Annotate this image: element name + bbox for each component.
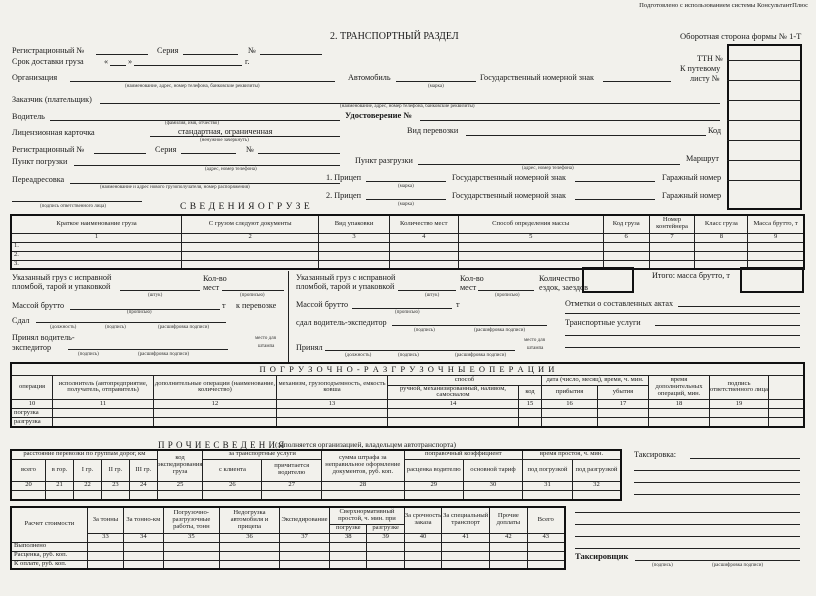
accepted1-label: Принял водитель- <box>12 333 75 342</box>
taxer-label: Таксировщик <box>575 551 629 561</box>
handover-left-title1: Указанный груз с исправной <box>12 273 112 282</box>
route-label: Маршрут <box>686 154 719 163</box>
loading-col-extra-time: время дополнительных операций, мин. <box>649 375 710 400</box>
places-label: мест <box>203 283 220 292</box>
cargo-section-title: С В Е Д Е Н И Я О Г Р У З Е <box>180 202 311 212</box>
cargo-num: 3 <box>319 233 390 242</box>
reg-no2-label: Регистрационный № <box>12 145 85 154</box>
accepted2-label: экспедитор <box>12 343 52 352</box>
calc-num: 40 <box>404 533 441 542</box>
cargo-col-code: Код груза <box>603 215 649 233</box>
handover-mid-title2: пломбой, тарой и упаковкой <box>296 282 395 291</box>
calc-num: 35 <box>163 533 220 542</box>
loading-row-label: разгрузка <box>11 418 53 427</box>
other-num: 29 <box>404 481 463 490</box>
calc-num: 38 <box>330 533 367 542</box>
calc-num: 36 <box>220 533 280 542</box>
calc-col-loading: Погрузочно-разгрузочные работы, тонн <box>163 507 220 533</box>
customer-label: Заказчик (плательщик) <box>12 95 92 104</box>
other-num: 30 <box>463 481 522 490</box>
loading-title: П О Г Р У З О Ч Н О - Р А З Г Р У З О Ч Н Ы Е О П Е Р А Ц И И <box>11 363 804 375</box>
calc-table <box>10 506 566 570</box>
unload-point-label: Пункт разгрузки <box>355 156 413 165</box>
cargo-col-gross: Масса брутто, т <box>748 215 804 233</box>
trailer2-brand-hint: (марка) <box>398 202 414 207</box>
calc-num: 41 <box>442 533 490 542</box>
cargo-row-label: 3. <box>11 260 182 269</box>
trailer1-brand-hint: (марка) <box>398 184 414 189</box>
trailer1-label: 1. Прицеп <box>326 173 361 182</box>
handed2-label: сдал водитель-экспедитор <box>296 318 387 327</box>
cargo-num: 5 <box>458 233 603 242</box>
other-col-g1: I гр. <box>74 459 102 481</box>
load-point-label: Пункт погрузки <box>12 157 68 166</box>
handover-divider <box>288 271 289 362</box>
customer-hint: (наименование, адрес, номер телефона, банковские реквизиты) <box>340 104 475 109</box>
qty-label: Кол-во <box>203 274 227 283</box>
other-col-city: в гор. <box>45 459 73 481</box>
qty3-label: Количество <box>539 274 580 283</box>
loading-num: 16 <box>542 400 598 409</box>
cargo-col-places: Количество мест <box>389 215 458 233</box>
mid-pieces-hint: (штук) <box>425 293 440 298</box>
year-label: г. <box>245 57 250 66</box>
form-side-label: Оборотная сторона формы № 1-Т <box>680 31 802 41</box>
mass2-label: Массой брутто <box>296 300 349 309</box>
sign-hint: (подпись) <box>105 325 126 330</box>
cargo-row-label: 1. <box>11 242 182 251</box>
calc-num: 37 <box>279 533 329 542</box>
other-col-client: с клиента <box>203 459 262 481</box>
cargo-num: 6 <box>603 233 649 242</box>
calc-col-tons: За тонны <box>87 507 123 533</box>
cargo-num: 2 <box>182 233 319 242</box>
org-label: Организация <box>12 73 58 82</box>
other-num: 25 <box>157 481 203 490</box>
brand-hint: (марка) <box>428 84 444 89</box>
calc-row-label: Выполнено <box>11 542 87 551</box>
loading-col-arrival: прибытия <box>542 385 598 400</box>
calc-num: 34 <box>124 533 163 542</box>
other-col-distance: расстояние перевозки по группам дорог, км <box>11 450 157 459</box>
cargo-num: 4 <box>389 233 458 242</box>
other-col-driver-due: причитается водителю <box>262 459 322 481</box>
cargo-row-label: 2. <box>11 251 182 260</box>
certificate-label: Удостоверение № <box>345 110 412 120</box>
stamp1-hint2: место для <box>524 338 545 343</box>
to-waybill-label: К путевому <box>680 64 721 73</box>
calc-title: Расчет стоимости <box>11 507 87 542</box>
loading-col-mechanism: механизм, грузоподъемность, емкость ковша <box>277 375 388 400</box>
mid-words-hint: (прописью) <box>495 293 520 298</box>
other-col-total: всего <box>11 459 45 481</box>
loading-col-signature: подпись ответственного лица <box>710 375 769 400</box>
other-num: 21 <box>45 481 73 490</box>
trailer2-gos-label: Государственный номерной знак <box>452 191 567 200</box>
stamp1-hint: место для <box>255 336 276 341</box>
other-col-pay: расценка водителю <box>404 459 463 481</box>
other-num: 32 <box>572 481 621 490</box>
loading-num: 13 <box>277 400 388 409</box>
sign-hint2: (подпись) <box>78 352 99 357</box>
loading-num: 12 <box>154 400 277 409</box>
code-label: Код <box>708 126 722 135</box>
other-col-idle: время простоя, ч. мин. <box>523 450 621 459</box>
other-col-g3: III гр. <box>129 459 157 481</box>
accepted3-label: Принял <box>296 343 323 352</box>
other-col-under-unload: под разгрузкой <box>572 459 621 481</box>
trailer1-gos-label: Государственный номерной знак <box>452 173 567 182</box>
handover-left-title2: пломбой, тарой и упаковкой <box>12 282 111 291</box>
calc-col-overtime: Сверхнормативный простой, ч. мин. при <box>330 507 405 524</box>
loading-table <box>10 362 805 428</box>
other-num: 24 <box>129 481 157 490</box>
mass-words-hint: (прописью) <box>127 310 152 315</box>
other-col-under-load: под погрузкой <box>523 459 573 481</box>
loading-num: 18 <box>649 400 710 409</box>
other-col-transport: за транспортные услуги <box>203 450 322 459</box>
cargo-table <box>10 214 805 270</box>
calc-num: 42 <box>490 533 527 542</box>
cargo-num: 1 <box>11 233 182 242</box>
calc-col-total: Всего <box>527 507 565 533</box>
calc-col-on-unload: разгрузке <box>367 524 404 533</box>
cargo-col-mass-method: Способ определения массы <box>458 215 603 233</box>
other-title: П Р О Ч И Е С В Е Д Е Н И Я <box>158 440 285 450</box>
cargo-col-docs: С грузом следуют документы <box>182 215 319 233</box>
loading-col-code: код <box>519 385 542 400</box>
decode-hint3: (расшифровка подписи) <box>474 328 526 333</box>
t-label: т <box>222 301 226 310</box>
fio-hint: (фамилия, имя, отчество) <box>165 121 219 126</box>
other-table <box>10 449 622 501</box>
decode-hint: (расшифровка подписи) <box>158 325 210 330</box>
series2-label: Серия <box>155 145 177 154</box>
role-hint: (должность) <box>50 325 77 330</box>
sign-hint3: (подпись) <box>414 328 435 333</box>
total-mass-label: Итого: масса брутто, т <box>652 271 730 280</box>
decode-hint4: (расшифровка подписи) <box>455 353 507 358</box>
other-num: 23 <box>101 481 129 490</box>
loading-col-executor: исполнитель (автопредприятие, получатель, отправитель) <box>53 375 154 400</box>
stamp2-hint: штампа <box>258 344 275 349</box>
t2-label: т <box>456 300 460 309</box>
quote-open: « <box>104 57 109 66</box>
pieces-hint: (штук) <box>148 293 163 298</box>
resp-hint: (подпись ответственного лица) <box>40 204 106 209</box>
places2-label: мест <box>460 283 477 292</box>
cargo-num: 9 <box>748 233 804 242</box>
passes-label: ездок, заездов <box>539 283 588 292</box>
trailer2-label: 2. Прицеп <box>326 191 361 200</box>
taxer-sign-hint: (подпись) <box>652 563 673 568</box>
top-note: Подготовлено с использованием системы КонсультантПлюс <box>639 2 808 9</box>
acts-label: Отметки о составленных актах <box>565 299 674 308</box>
cargo-col-class: Класс груза <box>695 215 748 233</box>
calc-col-other: Прочие доплаты <box>490 507 527 533</box>
no-label: № <box>248 46 256 55</box>
other-col-fine: сумма штрафа за неправильное оформление документов, руб. коп. <box>322 450 405 481</box>
calc-num: 39 <box>367 533 404 542</box>
loading-num: 17 <box>598 400 649 409</box>
loading-col-extra-ops: дополнительные операции (наименование, количество) <box>154 375 277 400</box>
sign-hint4: (подпись) <box>398 353 419 358</box>
calc-col-tkm: За тонно-км <box>124 507 163 533</box>
reg-no-label: Регистрационный № <box>12 46 85 55</box>
passes-box <box>582 267 634 293</box>
loading-col-method-detail: ручной, механизированный, наливом, самосвалом <box>388 385 519 400</box>
words-hint: (прописью) <box>240 293 265 298</box>
mass2-words-hint: (прописью) <box>395 310 420 315</box>
calc-col-special: За специальный транспорт <box>442 507 490 533</box>
other-col-tariff: основной тариф <box>463 459 522 481</box>
license-value: стандартная, ограниченная <box>178 127 273 136</box>
calc-col-urgency: За срочность заказа <box>404 507 441 533</box>
delivery-label: Срок доставки груза <box>12 57 84 66</box>
taxing-label: Таксировка: <box>634 450 677 459</box>
license-label: Лицензионная карточка <box>12 128 95 137</box>
other-col-code: код экспедирования груза <box>157 450 203 481</box>
taxer-decode-hint: (расшифровка подписи) <box>712 563 764 568</box>
loading-num: 19 <box>710 400 769 409</box>
series-label: Серия <box>157 46 179 55</box>
loading-col-method: способ <box>388 375 542 385</box>
other-num: 27 <box>262 481 322 490</box>
no2-label: № <box>246 145 254 154</box>
loading-row-label: погрузка <box>11 409 53 418</box>
waybill-no-label: листу № <box>690 74 720 83</box>
services-label: Транспортные услуги <box>565 318 641 327</box>
loading-num: 14 <box>388 400 519 409</box>
cargo-num: 7 <box>649 233 695 242</box>
ttn-label: ТТН № <box>697 54 723 63</box>
handover-mid-title1: Указанный груз с исправной <box>296 273 396 282</box>
org-hint: (наименование, адрес, номер телефона, банковские реквизиты) <box>125 84 260 89</box>
calc-row-label: Расценка, руб. коп. <box>11 551 87 560</box>
cargo-col-pack: Вид упаковки <box>319 215 390 233</box>
loading-col-operation: операция <box>11 375 53 400</box>
garage1-label: Гаражный номер <box>662 173 722 182</box>
other-num: 28 <box>322 481 405 490</box>
calc-num: 43 <box>527 533 565 542</box>
other-subtitle: (заполняется организацией, владельцем автотранспорта) <box>275 440 456 449</box>
other-num: 20 <box>11 481 45 490</box>
calc-col-on-load: погрузке <box>330 524 367 533</box>
redirect-label: Переадресовка <box>12 175 65 184</box>
calc-row-label: К оплате, руб. коп. <box>11 560 87 569</box>
handed-label: Сдал <box>12 316 30 325</box>
loading-col-departure: убытия <box>598 385 649 400</box>
codes-box <box>727 44 802 210</box>
load-hint: (адрес, номер телефона) <box>205 167 257 172</box>
garage2-label: Гаражный номер <box>662 191 722 200</box>
other-col-coef: поправочный коэффициент <box>404 450 522 459</box>
calc-col-expedition: Экспедирование <box>279 507 329 533</box>
other-num: 26 <box>203 481 262 490</box>
other-num: 31 <box>523 481 573 490</box>
gos-no-label: Государственный номерной знак <box>480 73 595 82</box>
unload-hint: (адрес, номер телефона) <box>522 166 574 171</box>
stamp2-hint2: штампа <box>527 346 544 351</box>
cargo-col-container: Номер контейнера <box>649 215 695 233</box>
quote-close: » <box>128 57 133 66</box>
driver-label: Водитель <box>12 112 45 121</box>
loading-num: 11 <box>53 400 154 409</box>
redirect-hint: (наименование и адрес нового грузополучателя, номер распоряжения) <box>100 185 250 190</box>
cargo-num: 8 <box>695 233 748 242</box>
auto-label: Автомобиль <box>348 73 391 82</box>
calc-num: 33 <box>87 533 123 542</box>
transport-type-label: Вид перевозки <box>407 126 459 135</box>
role-hint2: (должность) <box>345 353 372 358</box>
qty2-label: Кол-во <box>460 274 484 283</box>
calc-col-underload: Недогрузка автомобиля и прицепа <box>220 507 280 533</box>
decode-hint2: (расшифровка подписи) <box>138 352 190 357</box>
loading-num: 10 <box>11 400 53 409</box>
total-mass-box <box>740 267 804 293</box>
license-hint: (ненужное зачеркнуть) <box>200 138 249 143</box>
mass-label: Массой брутто <box>12 301 65 310</box>
to-carry-label: к перевозке <box>236 301 277 310</box>
loading-col-datetime: дата (число, месяц), время, ч. мин. <box>542 375 649 385</box>
loading-num: 15 <box>519 400 542 409</box>
cargo-col-name: Краткое наименование груза <box>11 215 182 233</box>
page-title: 2. ТРАНСПОРТНЫЙ РАЗДЕЛ <box>330 31 459 42</box>
other-col-g2: II гр. <box>101 459 129 481</box>
other-num: 22 <box>74 481 102 490</box>
